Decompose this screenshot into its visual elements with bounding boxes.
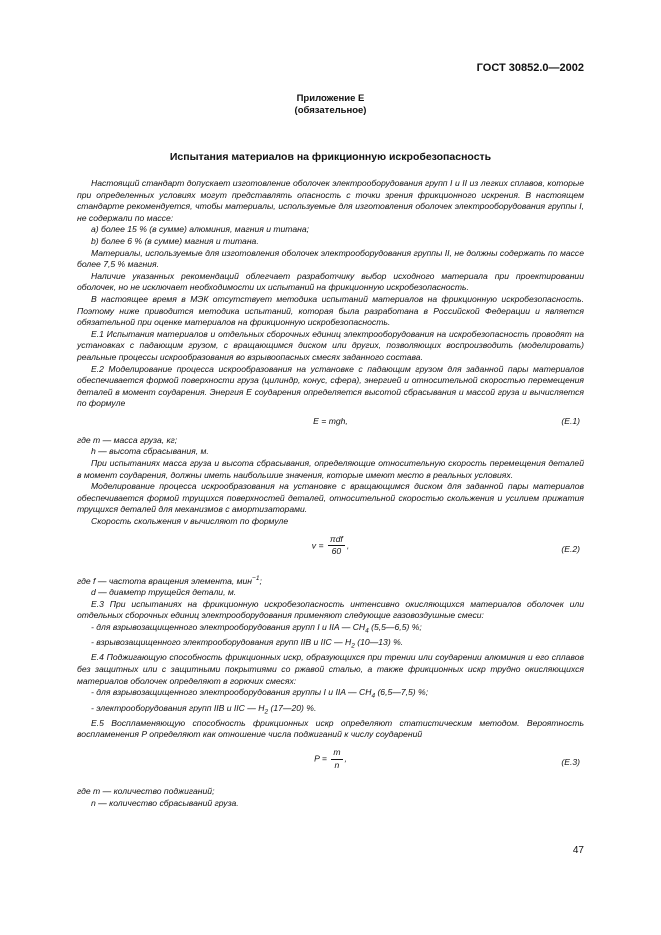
formula-tail: , <box>344 753 347 764</box>
clause-e1: Е.1 Испытания материалов и отдельных сборочных единиц электрооборудования на искробезопасность проводят на установках с падающим грузом, с вращающимся диском или других, позволяющих воспроизводить (моделировать) реальные процессы искрообразования во взрывоопасных смесях заданного состава. <box>77 328 584 362</box>
where-line: n — количество сбрасываний груза. <box>91 797 239 808</box>
fraction-denominator: 60 <box>331 546 342 557</box>
fraction-denominator: n <box>334 759 340 770</box>
paragraph: Моделирование процесса искрообразования на установке с вращающимся диском для заданной пары материалов обеспечивается формой трущихся поверхностей деталей, относительной скоростью скольжения и усилием прижатия трущихся деталей для механизмов с амортизаторами. <box>77 481 584 515</box>
formula-e3 <box>77 747 584 781</box>
list-item <box>77 622 584 637</box>
formula-e1 <box>77 416 584 430</box>
clause-e5: Е.5 Воспламеняющую способность фрикционных искр определяют статистическим методом. Вероятность воспламенения P определяют как отношение числа поджиганий к числу соударений <box>77 717 584 740</box>
list-text: (6,5—7,5) %; <box>375 687 429 698</box>
subscript: 4 <box>371 692 376 700</box>
list-text: - для взрывозащищенного электрооборудования группы I и IIA — CH <box>91 687 372 698</box>
paragraph: При испытаниях масса груза и высота сбрасывания, определяющие относительную скорость перемещения деталей в момент соударения, должны иметь наибольшие значения, которые имеют место в реальных условиях. <box>77 458 584 480</box>
where-line <box>77 573 584 587</box>
formula-tail: , <box>346 539 350 550</box>
list-item <box>77 637 584 652</box>
where-text: где f — частота вращения элемента, мин <box>77 575 253 586</box>
where-text: ; <box>259 575 262 586</box>
clause-e4: Е.4 Поджигающую способность фрикционных искр, образующихся при трении или соударении алюминия и его сплавов без защитных или с защитными покрытиями со ржавой сталью, а также фрикционных искр трудно окисляющихся материалов оболочек определяют в горючих смесях: <box>77 652 584 686</box>
fraction-numerator: πdf <box>328 534 345 547</box>
clause-e3: Е.3 При испытаниях на фрикционную искробезопасность интенсивно окисляющихся материалов оболочек или отдельных сборочных единиц электрооборудования применяют следующие газовоздушные смеси: <box>77 598 584 621</box>
paragraph: Скорость скольжения v вычисляют по формуле <box>91 516 289 527</box>
formula-number: (E.3) <box>561 757 580 768</box>
list-text: - для взрывозащищенного электрооборудования групп I и IIA — CH <box>91 621 366 632</box>
paragraph: Наличие указанных рекомендаций облегчает разработчику выбор исходного материала при проектировании оболочек, но не исключает необходимости их испытаний на фрикционную искробезопасность. <box>77 270 584 293</box>
where-line: h — высота сбрасывания, м. <box>91 446 209 457</box>
list-item: a) более 15 % (в сумме) алюминия, магния и титана; <box>91 224 310 235</box>
formula-expression: E = mgh, <box>313 415 348 426</box>
subscript: 4 <box>365 627 369 635</box>
list-text: (10—13) %. <box>354 637 404 648</box>
where-line: где m — масса груза, кг; <box>77 434 178 445</box>
formula-lhs: v = <box>311 539 324 550</box>
paragraph: Настоящий стандарт допускает изготовление оболочек электрооборудования групп I и II из легких сплавов, которые при определенных условиях могут представлять опасность с точки зрения фрикционного искрения. В настоящем стандарте рекомендуется, чтобы материалы, используемые для изготовления оболочек электрооборудования группы I, не содержали по массе: <box>77 178 584 223</box>
fraction <box>331 747 342 771</box>
list-text: (5,5—6,5) %; <box>368 621 422 632</box>
fraction-numerator: m <box>331 747 342 760</box>
formula-e2 <box>77 534 584 568</box>
section-title: Испытания материалов на фрикционную искробезопасность <box>169 151 492 163</box>
paragraph: Материалы, используемые для изготовления оболочек электрооборудования группы II, не должны содержать по массе более 7,5 % магния. <box>77 247 584 270</box>
list-item <box>77 703 584 718</box>
superscript: −1 <box>252 574 260 582</box>
formula-number: (E.2) <box>561 543 580 554</box>
list-text: - электрооборудования групп IIB и IIC — H <box>91 702 265 713</box>
document-body <box>77 178 584 809</box>
appendix-status: (обязательное) <box>294 105 367 116</box>
standard-number: ГОСТ 30852.0—2002 <box>476 62 584 74</box>
formula-number: (E.1) <box>561 415 580 426</box>
subscript: 2 <box>264 708 269 716</box>
appendix-title: Приложение Е <box>296 93 365 104</box>
list-item <box>77 687 584 702</box>
where-line: где m — количество поджиганий; <box>77 786 215 797</box>
page-number: 47 <box>572 845 584 856</box>
paragraph: В настоящее время в МЭК отсутствует методика испытаний материалов на фрикционную искробезопасность. Поэтому ниже приводится методика испытаний, которая была разработана в Российской Федерации и является обязательной при оценке материалов на фрикционную искробезопасность. <box>77 293 584 328</box>
appendix-heading <box>0 93 661 117</box>
subscript: 2 <box>351 642 355 650</box>
list-text: (17—20) %. <box>268 702 317 713</box>
formula-lhs: P = <box>314 753 327 764</box>
clause-e2: Е.2 Моделирование процесса искрообразования на установке с падающим грузом для заданной пары материалов обеспечивается формой поверхности груза (цилиндр, конус, сфера), энергией и относительной скоростью перемещения деталей в момент соударения. Энергия E соударения определяется высотой сбрасывания и массой груза и вычисляется по формуле <box>77 363 584 409</box>
list-item: b) более 6 % (в сумме) магния и титана. <box>91 235 259 246</box>
where-line: d — диаметр трущейся детали, м. <box>91 587 237 598</box>
list-text: - взрывозащищенного электрооборудования групп IIB и IIC — H <box>91 637 352 648</box>
fraction <box>328 534 345 558</box>
